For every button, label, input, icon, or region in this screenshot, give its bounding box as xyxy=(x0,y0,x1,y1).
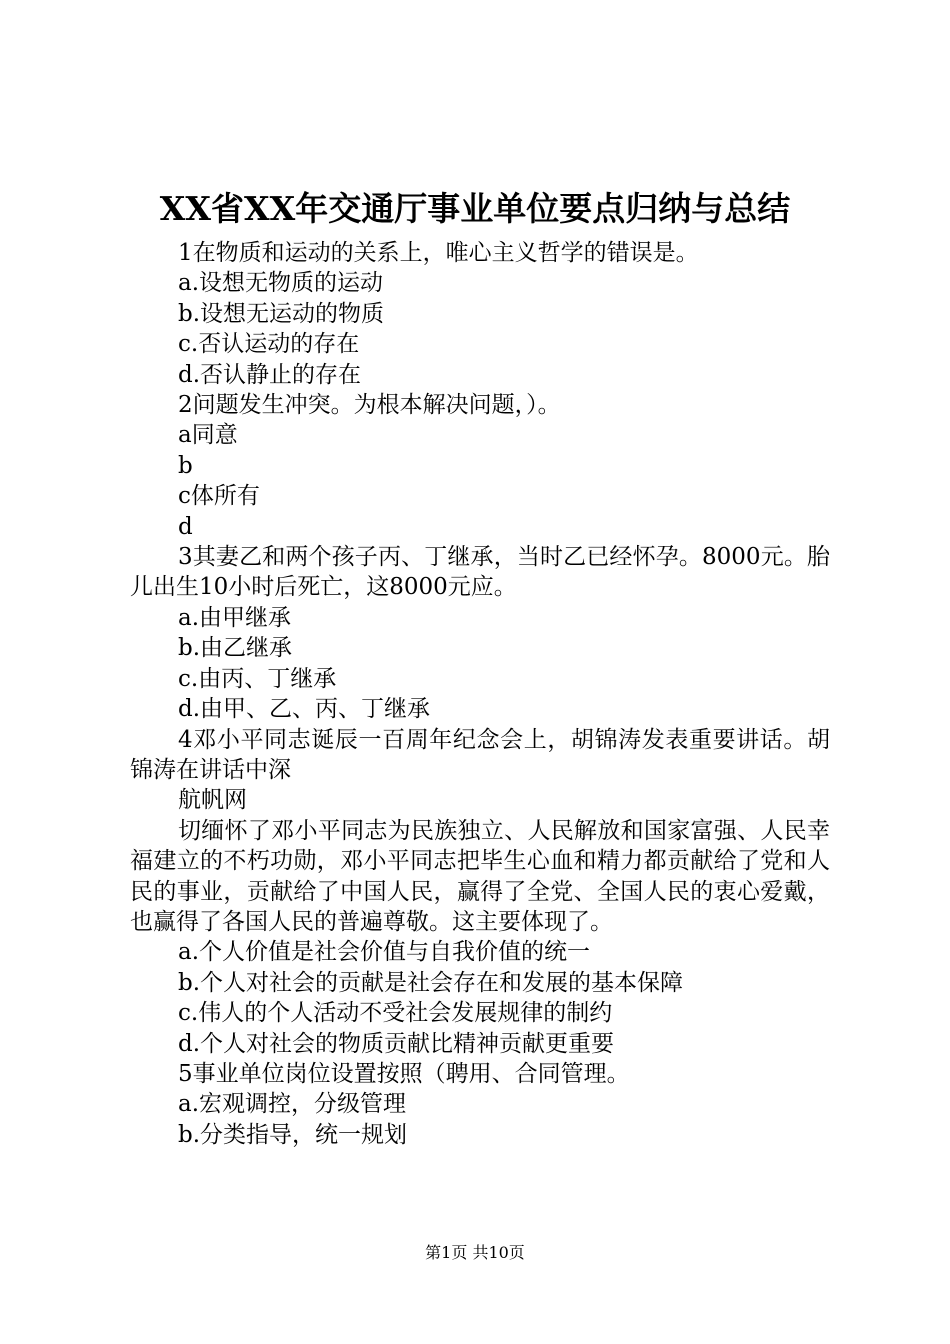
question-5: 5事业单位岗位设置按照（聘用、合同管理。 xyxy=(178,1060,630,1087)
question-1-option-d: d.否认静止的存在 xyxy=(178,361,362,388)
question-1-option-b: b.设想无运动的物质 xyxy=(178,300,385,327)
question-2: 2问题发生冲突。为根本解决问题，）。 xyxy=(178,392,561,419)
question-4-continued: 切缅怀了邓小平同志为民族独立、人民解放和国家富强、人民幸福建立的不朽功勋，邓小平同志把毕生心血和精力都贡献给了党和人民的事业，贡献给了中国人民，赢得了全党、全国人民的衷心爱戴，也赢得了各国人民的普遍尊敬。这主要体现了。 xyxy=(130,817,830,935)
page-title: XX省XX年交通厅事业单位要点归纳与总结 xyxy=(159,189,791,228)
question-4: 4邓小平同志诞辰一百周年纪念会上，胡锦涛发表重要讲话。胡锦涛在讲话中深 xyxy=(130,726,830,783)
question-4-option-b: b.个人对社会的贡献是社会存在和发展的基本保障 xyxy=(178,969,684,996)
question-2-option-c: c体所有 xyxy=(178,483,260,510)
question-3: 3其妻乙和两个孩子丙、丁继承，当时乙已经怀孕。8000元。胎儿出生10小时后死亡，这8000元应。 xyxy=(130,544,830,601)
question-3-option-b: b.由乙继承 xyxy=(178,635,293,662)
document-body xyxy=(130,238,830,1150)
question-4-option-a: a.个人价值是社会价值与自我价值的统一 xyxy=(178,939,591,966)
question-3-option-c: c.由丙、丁继承 xyxy=(178,665,337,692)
watermark-text: 航帆网 xyxy=(178,787,247,814)
page-footer: 第1页 共10页 xyxy=(425,1243,525,1262)
question-1-option-c: c.否认运动的存在 xyxy=(178,331,360,358)
question-1-option-a: a.设想无物质的运动 xyxy=(178,270,384,297)
question-3-option-d: d.由甲、乙、丙、丁继承 xyxy=(178,696,431,723)
question-2-option-d: d xyxy=(178,513,193,540)
question-2-option-b: b xyxy=(178,452,193,479)
question-5-option-a: a.宏观调控，分级管理 xyxy=(178,1091,407,1118)
question-4-option-d: d.个人对社会的物质贡献比精神贡献更重要 xyxy=(178,1030,615,1057)
question-1: 1在物质和运动的关系上，唯心主义哲学的错误是。 xyxy=(178,240,699,266)
question-3-option-a: a.由甲继承 xyxy=(178,604,292,631)
question-2-option-a: a同意 xyxy=(178,422,238,449)
question-4-option-c: c.伟人的个人活动不受社会发展规律的制约 xyxy=(178,1000,613,1027)
question-5-option-b: b.分类指导，统一规划 xyxy=(178,1121,408,1148)
